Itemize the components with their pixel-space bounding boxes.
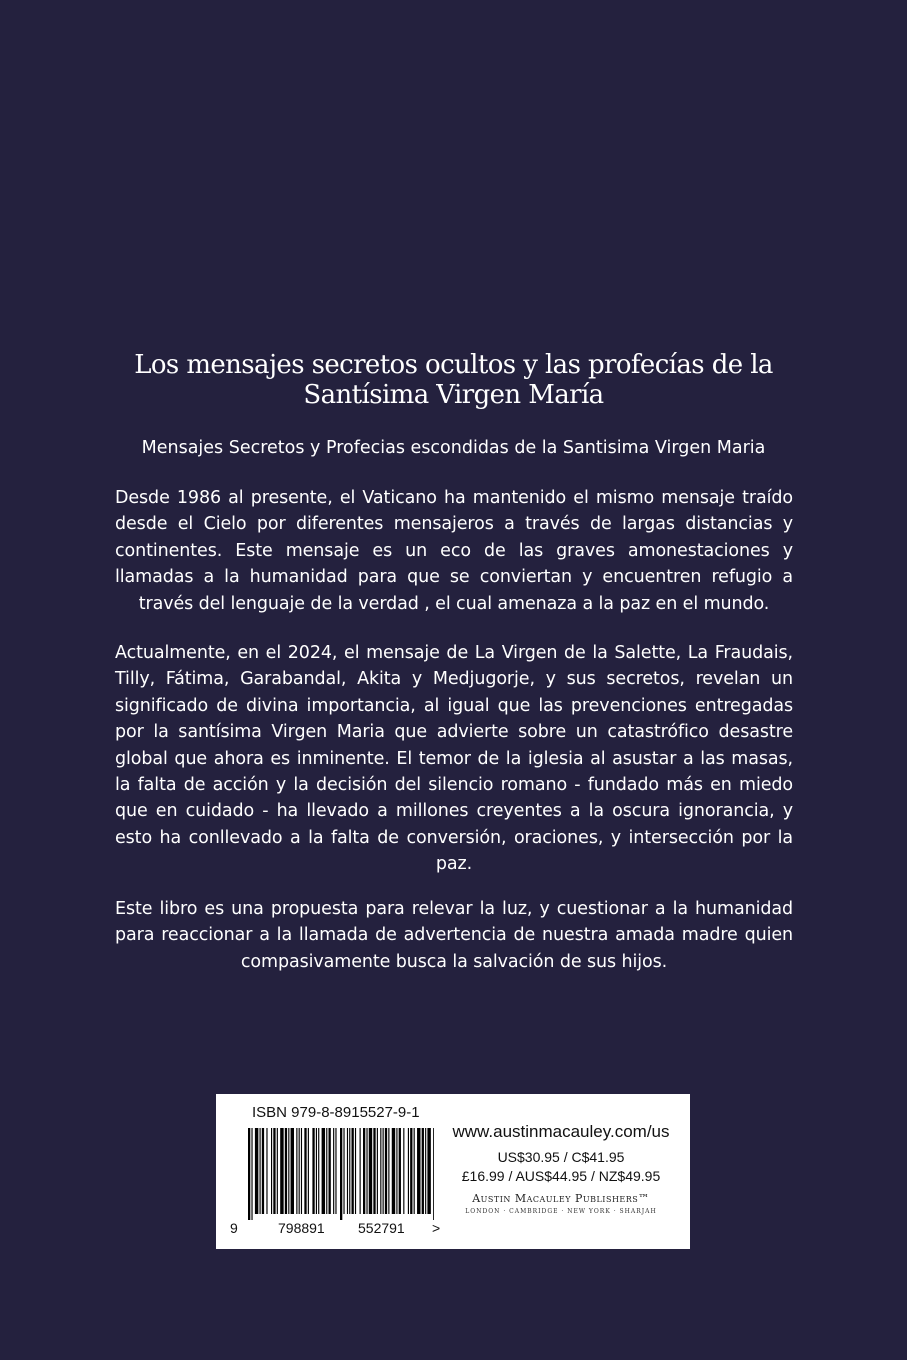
barcode-bar xyxy=(422,1128,424,1214)
barcode-digit-suffix: > xyxy=(432,1220,441,1236)
barcode-bar xyxy=(273,1128,275,1214)
book-subtitle: Mensajes Secretos y Profecias escondidas de la Santisima Virgen Maria xyxy=(141,438,766,458)
barcode-bar xyxy=(271,1128,272,1214)
barcode-bar xyxy=(326,1128,327,1214)
barcode-bar xyxy=(329,1128,331,1214)
barcode-bar xyxy=(296,1128,297,1214)
barcode-bar xyxy=(335,1128,336,1214)
barcode-bar xyxy=(417,1128,420,1214)
barcode-bar xyxy=(301,1128,302,1214)
barcode-bar xyxy=(355,1128,356,1214)
price-line-2: £16.99 / AUS$44.95 / NZ$49.95 xyxy=(461,1168,661,1184)
barcode-bar xyxy=(277,1128,278,1214)
barcode-bar xyxy=(262,1128,264,1214)
barcode-bar xyxy=(385,1128,387,1214)
publisher-logo: Austin Macauley Publishers™ xyxy=(472,1192,650,1205)
barcode-bar xyxy=(318,1128,319,1214)
barcode-bar xyxy=(255,1128,258,1214)
barcode-bar xyxy=(343,1128,344,1214)
blurb-paragraph-1: Desde 1986 al presente, el Vaticano ha mantenido el mismo mensaje traído desde el Cielo por diferentes mensajeros a través de largas distancias y continentes. Este mensaje es un eco de las graves amonestaciones y llamadas a la humanidad para que se conviertan y encuentren refugio a través del lenguaje de la verdad , el cual amenaza a la paz en el mundo. xyxy=(115,488,793,614)
barcode-bar xyxy=(433,1128,434,1220)
barcode-bar xyxy=(322,1128,325,1214)
barcode-bar xyxy=(280,1128,283,1214)
barcode-bar xyxy=(396,1128,397,1214)
barcode-bar xyxy=(340,1128,342,1220)
barcode-bar xyxy=(388,1128,389,1214)
barcode-bar xyxy=(251,1128,252,1220)
barcode-bar xyxy=(392,1128,395,1214)
barcode-bar xyxy=(360,1128,361,1214)
barcode-bar xyxy=(363,1128,365,1214)
barcode-digits-right: 552791 xyxy=(358,1220,405,1236)
barcode-bar xyxy=(408,1128,409,1214)
barcode-bar xyxy=(291,1128,294,1214)
book-title: Los mensajes secretos ocultos y las profecías de la Santísima Virgen María xyxy=(134,350,773,410)
barcode-bar xyxy=(316,1128,317,1214)
barcode-digit-prefix: 9 xyxy=(230,1220,238,1236)
barcode-bar xyxy=(369,1128,372,1214)
barcode-bar xyxy=(308,1128,309,1214)
barcode-bar xyxy=(425,1128,426,1214)
blurb-paragraph-2: Actualmente, en el 2024, el mensaje de La Virgen de la Salette, La Fraudais, Tilly, Fátima, Garabandal, Akita y Medjugorje, y sus secretos, revelan un significado de divina importancia, al igual que las prevenciones entregadas por la santísima Virgen Maria que advierte sobre un catastrófico desastre global que ahora es inminente. El temor de la iglesia al asustar a las masas, la falta de acción y la decisión del silencio romano - fundado más en miedo que en cuidado - ha llevado a millones creyentes a la oscura ignorancia, y esto ha conllevado a la falta de conversión, oraciones, y intersección por la paz. xyxy=(115,643,793,875)
barcode-bar xyxy=(260,1128,261,1214)
barcode-bar xyxy=(399,1128,401,1214)
barcode-bars xyxy=(248,1128,434,1220)
barcode-bar xyxy=(366,1128,367,1214)
barcode-box xyxy=(216,1094,690,1249)
barcode-bar xyxy=(373,1128,375,1214)
barcode-bar xyxy=(285,1128,287,1214)
publisher-cities: LONDON · CAMBRIDGE · NEW YORK · SHARJAH xyxy=(465,1208,657,1215)
barcode-bar xyxy=(383,1128,384,1214)
barcode-bar xyxy=(299,1128,300,1214)
barcode-digits-left: 798891 xyxy=(278,1220,325,1236)
barcode-bar xyxy=(352,1128,354,1214)
barcode-bar xyxy=(333,1128,334,1214)
barcode-bar xyxy=(266,1128,267,1214)
barcode-bar xyxy=(414,1128,415,1214)
barcode-bar xyxy=(288,1128,289,1214)
barcode-bar xyxy=(304,1128,306,1214)
barcode-bar xyxy=(410,1128,412,1214)
barcode-bar xyxy=(427,1128,430,1214)
barcode-bar xyxy=(349,1128,350,1214)
barcode-bar xyxy=(377,1128,378,1214)
barcode-bar xyxy=(380,1128,381,1214)
isbn-label: ISBN 979-8-8915527-9-1 xyxy=(252,1104,420,1121)
publisher-website: www.austinmacauley.com/us xyxy=(452,1122,670,1141)
price-line-1: US$30.95 / C$41.95 xyxy=(497,1149,625,1165)
barcode-bar xyxy=(347,1128,348,1214)
blurb-paragraph-3: Este libro es una propuesta para relevar la luz, y cuestionar a la humanidad para reaccionar a la llamada de advertencia de nuestra amada madre quien compasivamente busca la salvación de sus hijos. xyxy=(115,899,793,972)
barcode-bar xyxy=(248,1128,250,1220)
barcode-bar xyxy=(403,1128,404,1214)
barcode-bar xyxy=(312,1128,314,1214)
